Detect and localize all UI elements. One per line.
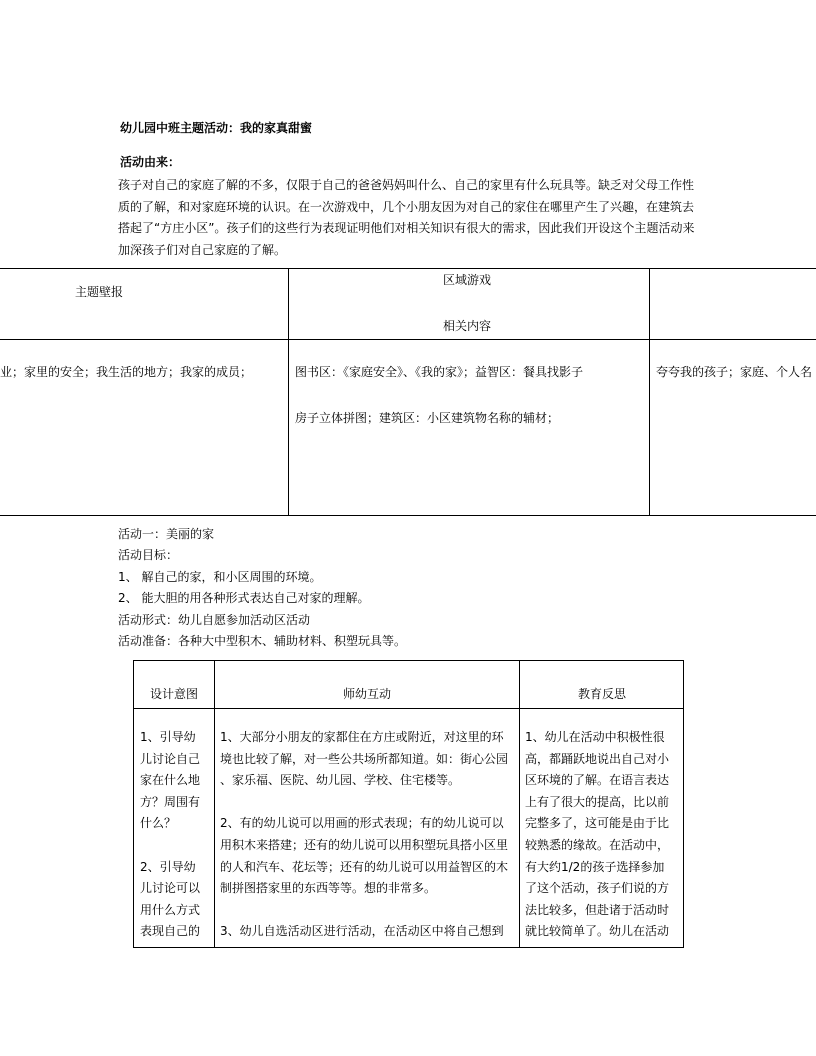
origin-line: 加深孩子们对自己家庭的了解。: [118, 242, 287, 257]
area-games-content: 房子立体拼图；建筑区：小区建筑物名称的辅材；: [295, 411, 560, 425]
activity-name: 活动一：美丽的家: [118, 527, 215, 541]
reflection-cell: 1、幼儿在活动中积极性很 高，都踊跃地说出自己对小 区环境的了解。在语言表达 上有了很大的提高，比以前 完整多了，这可能是由于比 较熟悉的缘故。在活动中， 有大约1/2的孩子选择参加 了这个活动，孩子们说的方 法比较多，但赴诸于活动时 就比较简单了。幼儿在活动: [525, 730, 670, 939]
origin-paragraph: [118, 175, 708, 261]
interaction-header: 师幼互动: [342, 687, 391, 701]
area-games-header: 区域游戏: [443, 273, 492, 287]
area-games-content: 图书区：《家庭安全》、《我的家》；益智区：餐具找影子: [295, 365, 584, 379]
parent-content: 夸夸我的孩子；家庭、个人名: [656, 365, 813, 379]
activity-form: 活动形式：幼儿自愿参加活动区活动: [118, 613, 311, 627]
origin-line: 搭起了“方庄小区”。孩子们的这些行为表现证明他们对相关知识有很大的需求，因此我们开设这个主题活动来: [118, 221, 695, 235]
table-border: [0, 515, 816, 516]
origin-line: 孩子对自己的家庭了解的不多，仅限于自己的爸爸妈妈叫什么、自己的家里有什么玩具等。缺乏对父母工作性: [118, 178, 695, 192]
theme-overview-table: [0, 268, 816, 516]
reflection-header: 教育反思: [577, 687, 626, 701]
table-border: [0, 268, 816, 269]
table-border: [288, 268, 289, 516]
activity-goal: 2、 能大胆的用各种形式表达自己对家的理解。: [118, 591, 370, 605]
wall-poster-content: 业；家里的安全；我生活的地方；我家的成员；: [0, 365, 253, 379]
design-intent-cell: 1、引导幼 儿讨论自己 家在什么地 方？周围有 什么？ 2、引导幼 儿讨论可以 用什么方式 表现自己的: [140, 730, 201, 939]
origin-line: 质的了解，和对家庭环境的认识。在一次游戏中，几个小朋友因为对自己的家住在哪里产生了兴趣，在建筑去: [118, 199, 695, 214]
activity-preparation: 活动准备：各种大中型积木、辅助材料、积塑玩具等。: [118, 634, 407, 648]
interaction-cell: 1、大部分小朋友的家都住在方庄或附近，对这里的环 境也比较了解，对一些公共场所都知道。如：街心公园 、家乐福、医院、幼儿园、学校、住宅楼等。 2、有的幼儿说可以用画的形式表现；有的幼儿说可以 用积木来搭建；还有的幼儿说可以用积塑玩具搭小区里 的人和汽车、花坛等；还有的幼儿说可以用益智区的木 制拼图搭家里的东西等等。想的非常多。 3、幼儿自选活动区进行活动，在活动区中将自己想到: [220, 730, 509, 939]
activity-goal-label: 活动目标：: [118, 548, 179, 562]
table-border: [649, 268, 650, 516]
table-border: [519, 661, 520, 947]
activity-design-table: [133, 660, 684, 948]
wall-poster-header: 主题壁报: [75, 285, 124, 299]
table-border: [0, 339, 816, 340]
activity-goal: 1、 解自己的家，和小区周围的环境。: [118, 570, 322, 584]
table-border: [134, 708, 683, 709]
design-intent-header: 设计意图: [149, 687, 198, 701]
table-border: [214, 661, 215, 947]
related-content-header: 相关内容: [443, 319, 492, 333]
origin-heading: 活动由来：: [120, 155, 181, 169]
document-title: 幼儿园中班主题活动：我的家真甜蜜: [120, 121, 313, 135]
